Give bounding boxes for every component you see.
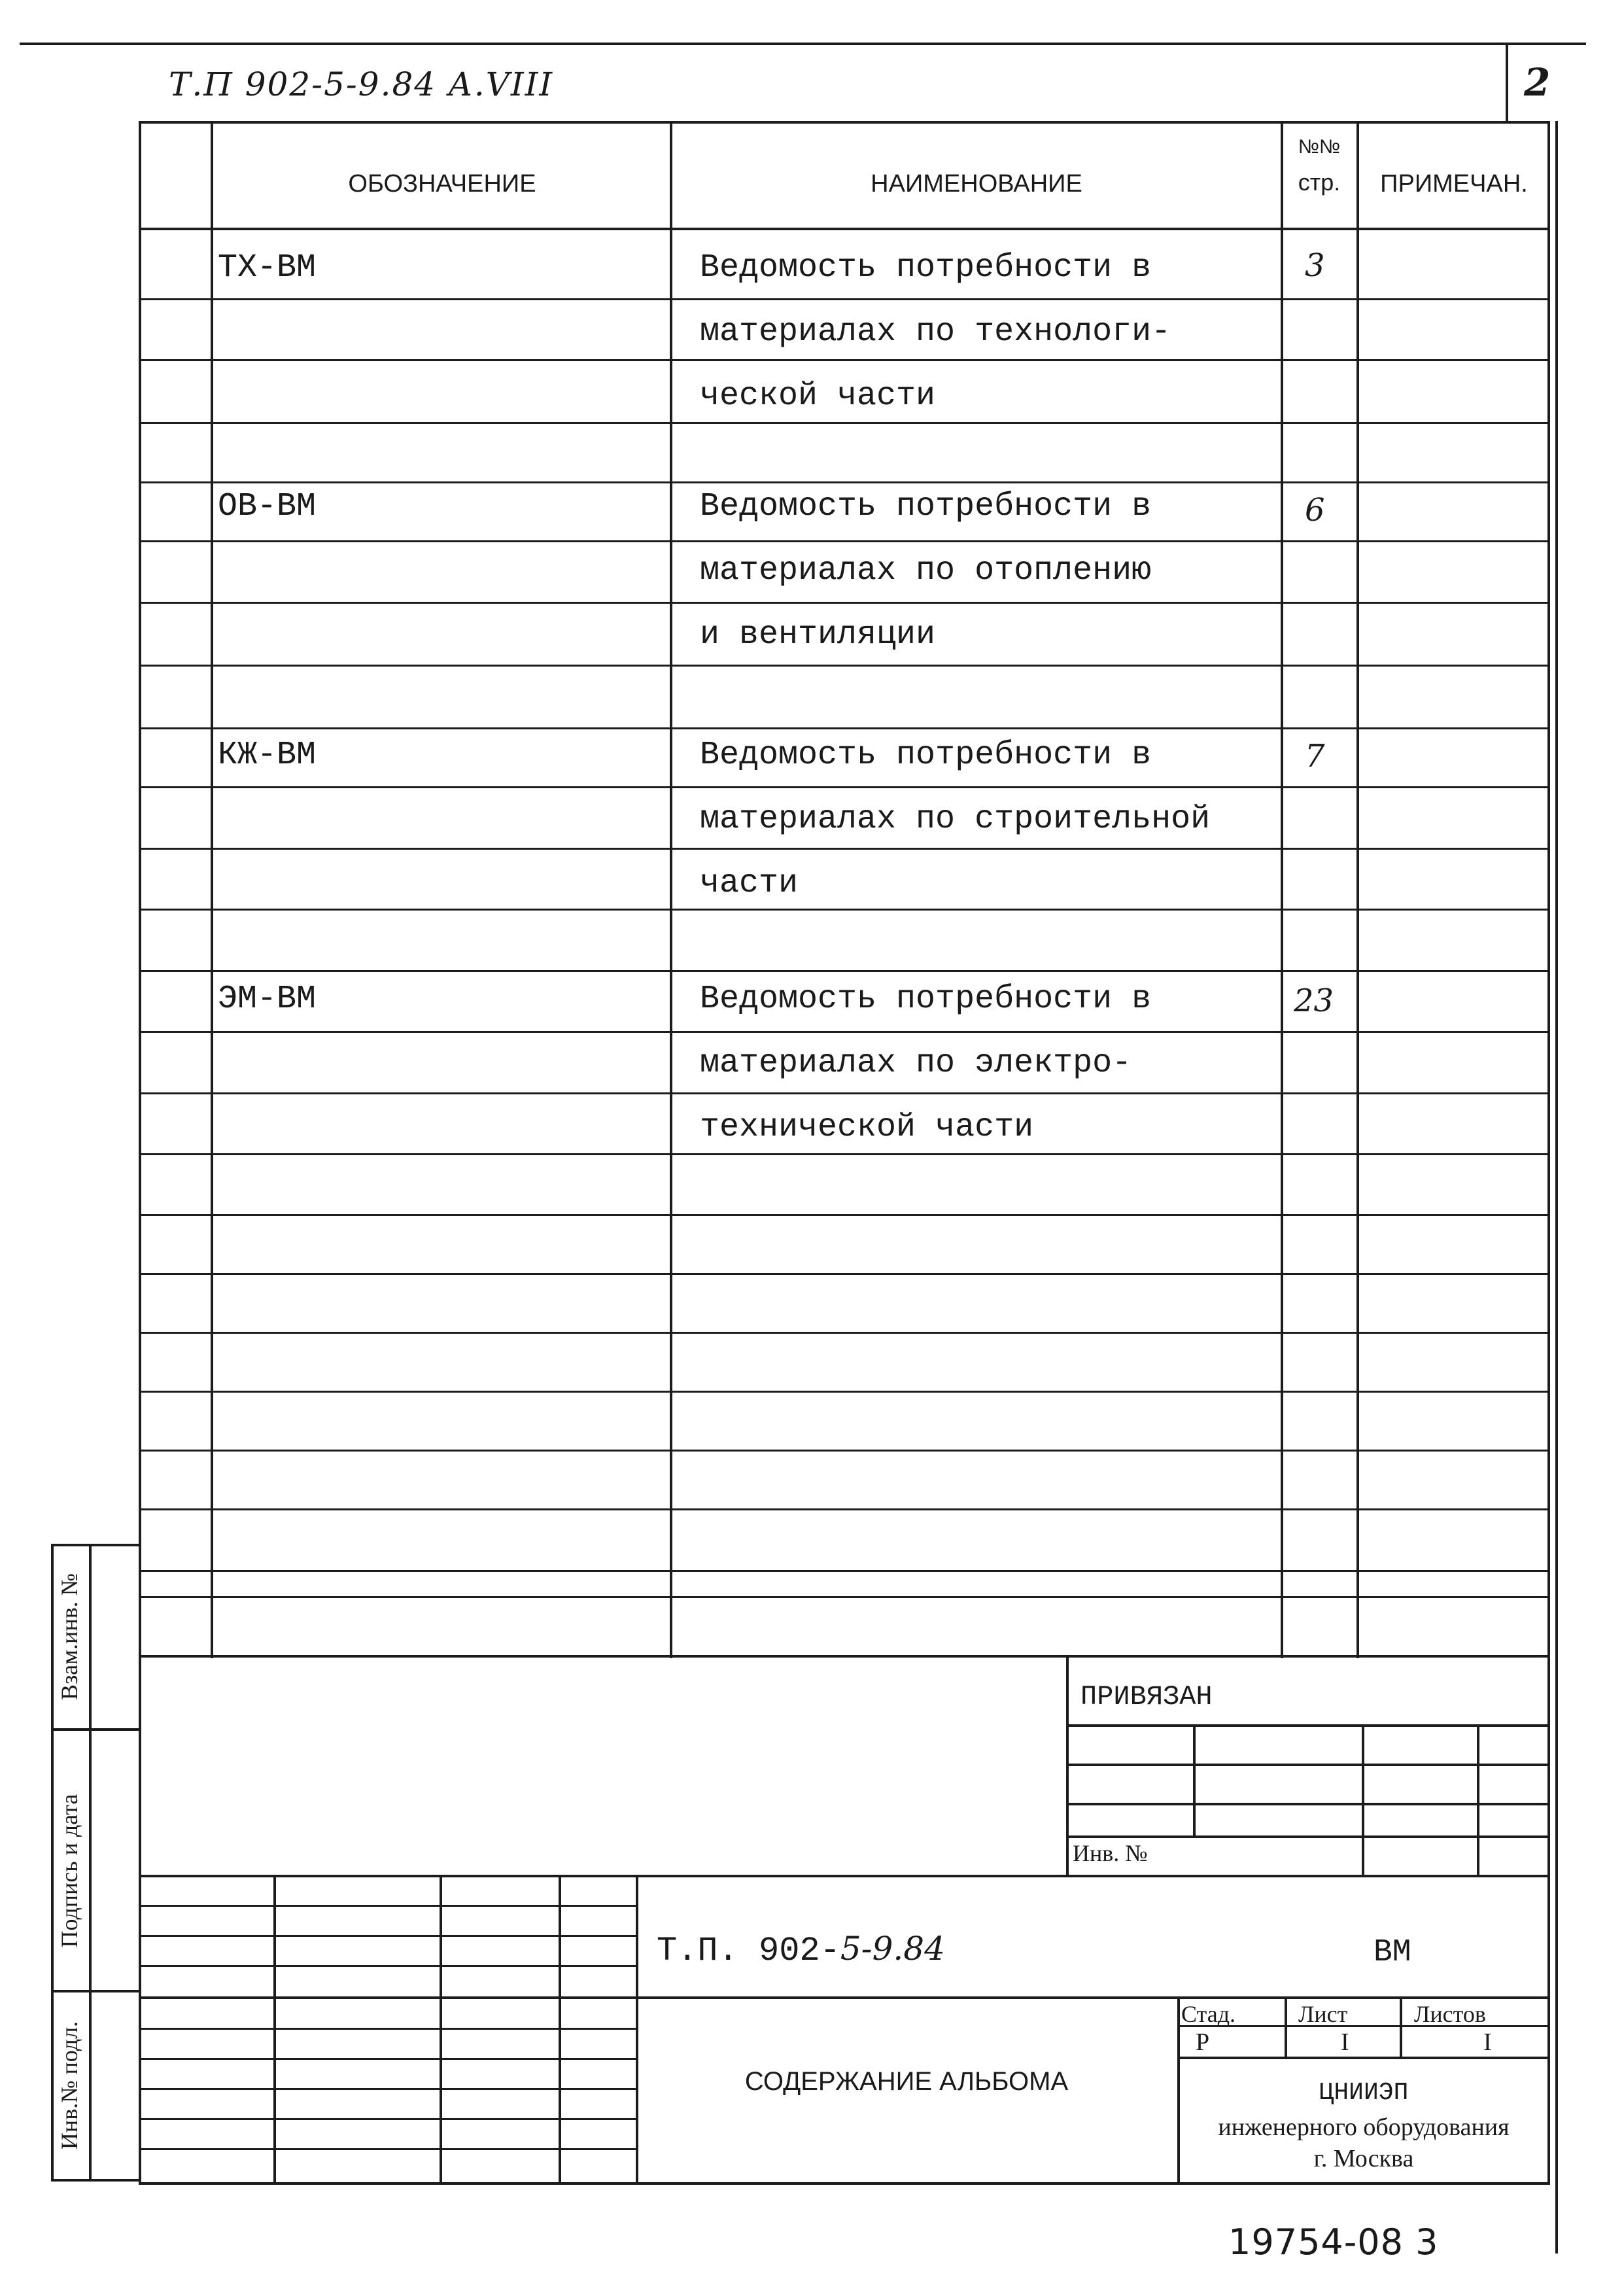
stamp-sheets-value: I bbox=[1483, 2028, 1492, 2056]
stamp-doc-code-handwritten: 5-9.84 bbox=[840, 1930, 945, 1968]
table-row-line bbox=[139, 359, 1550, 361]
stamp-org-name: ЦНИИЭП bbox=[1319, 2079, 1409, 2107]
table-row-line bbox=[139, 909, 1550, 911]
stamp-stage-label: Стад. bbox=[1181, 2001, 1236, 2027]
entry-line: части bbox=[700, 865, 799, 902]
entry-code-em: ЭМ-ВМ bbox=[218, 981, 317, 1018]
entry-page-number: 23 bbox=[1294, 983, 1334, 1019]
table-row-line bbox=[139, 298, 1550, 300]
stamp-mark: ВМ bbox=[1373, 1935, 1411, 1970]
table-row-line bbox=[139, 1332, 1550, 1334]
top-rule bbox=[20, 43, 1586, 45]
table-row-line bbox=[139, 1391, 1550, 1393]
side-label-vzam-inv: Взам.инв. № bbox=[56, 1573, 82, 1700]
stamp-doc-code-prefix: Т.П. 902- bbox=[657, 1932, 840, 1970]
table-row-line bbox=[139, 481, 1550, 483]
entry-line: Ведомость потребности в bbox=[700, 488, 1152, 525]
stamp-doc-code bbox=[657, 1930, 945, 1970]
entry-line: материалах по строительной bbox=[700, 801, 1211, 838]
entry-line: Ведомость потребности в bbox=[700, 737, 1152, 774]
right-border-line bbox=[1555, 121, 1558, 2253]
table-row-line bbox=[139, 1450, 1550, 1452]
side-label-inv-podl: Инв.№ подл. bbox=[56, 2021, 82, 2150]
entry-line: материалах по электро- bbox=[700, 1045, 1132, 1082]
table-row-line bbox=[139, 1092, 1550, 1094]
entry-line: материалах по технологи- bbox=[700, 313, 1171, 351]
table-row-line bbox=[139, 1570, 1550, 1572]
table-row-line bbox=[139, 1214, 1550, 1216]
side-label-podpis-data: Подпись и дата bbox=[56, 1794, 82, 1948]
entry-page-number: 3 bbox=[1305, 247, 1325, 284]
table-row-line bbox=[139, 602, 1550, 604]
entry-page-number: 6 bbox=[1305, 492, 1325, 529]
table-row-line bbox=[139, 970, 1550, 972]
table-row-line bbox=[139, 1596, 1550, 1598]
table-row-line bbox=[139, 1508, 1550, 1510]
stamp-stage-value: Р bbox=[1196, 2028, 1210, 2056]
stamp-sheet-label: Лист bbox=[1298, 2001, 1348, 2027]
entry-line: материалах по отоплению bbox=[700, 552, 1152, 589]
entry-page-number: 7 bbox=[1305, 738, 1325, 774]
header-pages-number: №№ bbox=[1298, 136, 1341, 158]
entry-line: Ведомость потребности в bbox=[700, 981, 1152, 1018]
entry-line: технической части bbox=[700, 1109, 1034, 1146]
header-note: ПРИМЕЧАН. bbox=[1380, 170, 1528, 198]
table-row-line bbox=[139, 1031, 1550, 1033]
table-row-line bbox=[139, 1273, 1550, 1275]
entry-code-tx: ТХ-ВМ bbox=[218, 249, 317, 287]
stamp-inv-no: Инв. № bbox=[1073, 1840, 1148, 1866]
table-row-line bbox=[139, 848, 1550, 850]
stamp-org-city: г. Москва bbox=[1313, 2145, 1414, 2172]
entry-code-ov: ОВ-ВМ bbox=[218, 488, 317, 525]
table-row-line bbox=[139, 540, 1550, 542]
stamp-privyazan: ПРИВЯЗАН bbox=[1080, 1681, 1213, 1713]
entry-line: и вентиляции bbox=[700, 616, 936, 653]
stamp-sheet-value: I bbox=[1341, 2028, 1349, 2056]
page-number: 2 bbox=[1524, 60, 1551, 105]
page-number-box-left bbox=[1506, 43, 1508, 121]
entry-line: ческой части bbox=[700, 377, 936, 415]
entry-code-kzh: КЖ-ВМ bbox=[218, 737, 317, 774]
entry-line: Ведомость потребности в bbox=[700, 249, 1152, 287]
stamp-title: СОДЕРЖАНИЕ АЛЬБОМА bbox=[744, 2067, 1069, 2096]
table-row-line bbox=[139, 422, 1550, 424]
stamp-org-subtitle: инженерного оборудования bbox=[1218, 2113, 1510, 2141]
table-row-line bbox=[139, 665, 1550, 667]
table-row-line bbox=[139, 1153, 1550, 1155]
header-name: НАИМЕНОВАНИЕ bbox=[871, 170, 1082, 198]
table-row-line bbox=[139, 786, 1550, 788]
table-row-line bbox=[139, 727, 1550, 729]
header-designation: ОБОЗНАЧЕНИЕ bbox=[348, 170, 536, 198]
bottom-register-number: 19754-08 3 bbox=[1228, 2221, 1439, 2263]
header-pages-label: стр. bbox=[1298, 169, 1341, 196]
document-code-handwritten: Т.П 902-5-9.84 А.VIII bbox=[169, 65, 554, 103]
stamp-sheets-label: Листов bbox=[1414, 2001, 1486, 2027]
